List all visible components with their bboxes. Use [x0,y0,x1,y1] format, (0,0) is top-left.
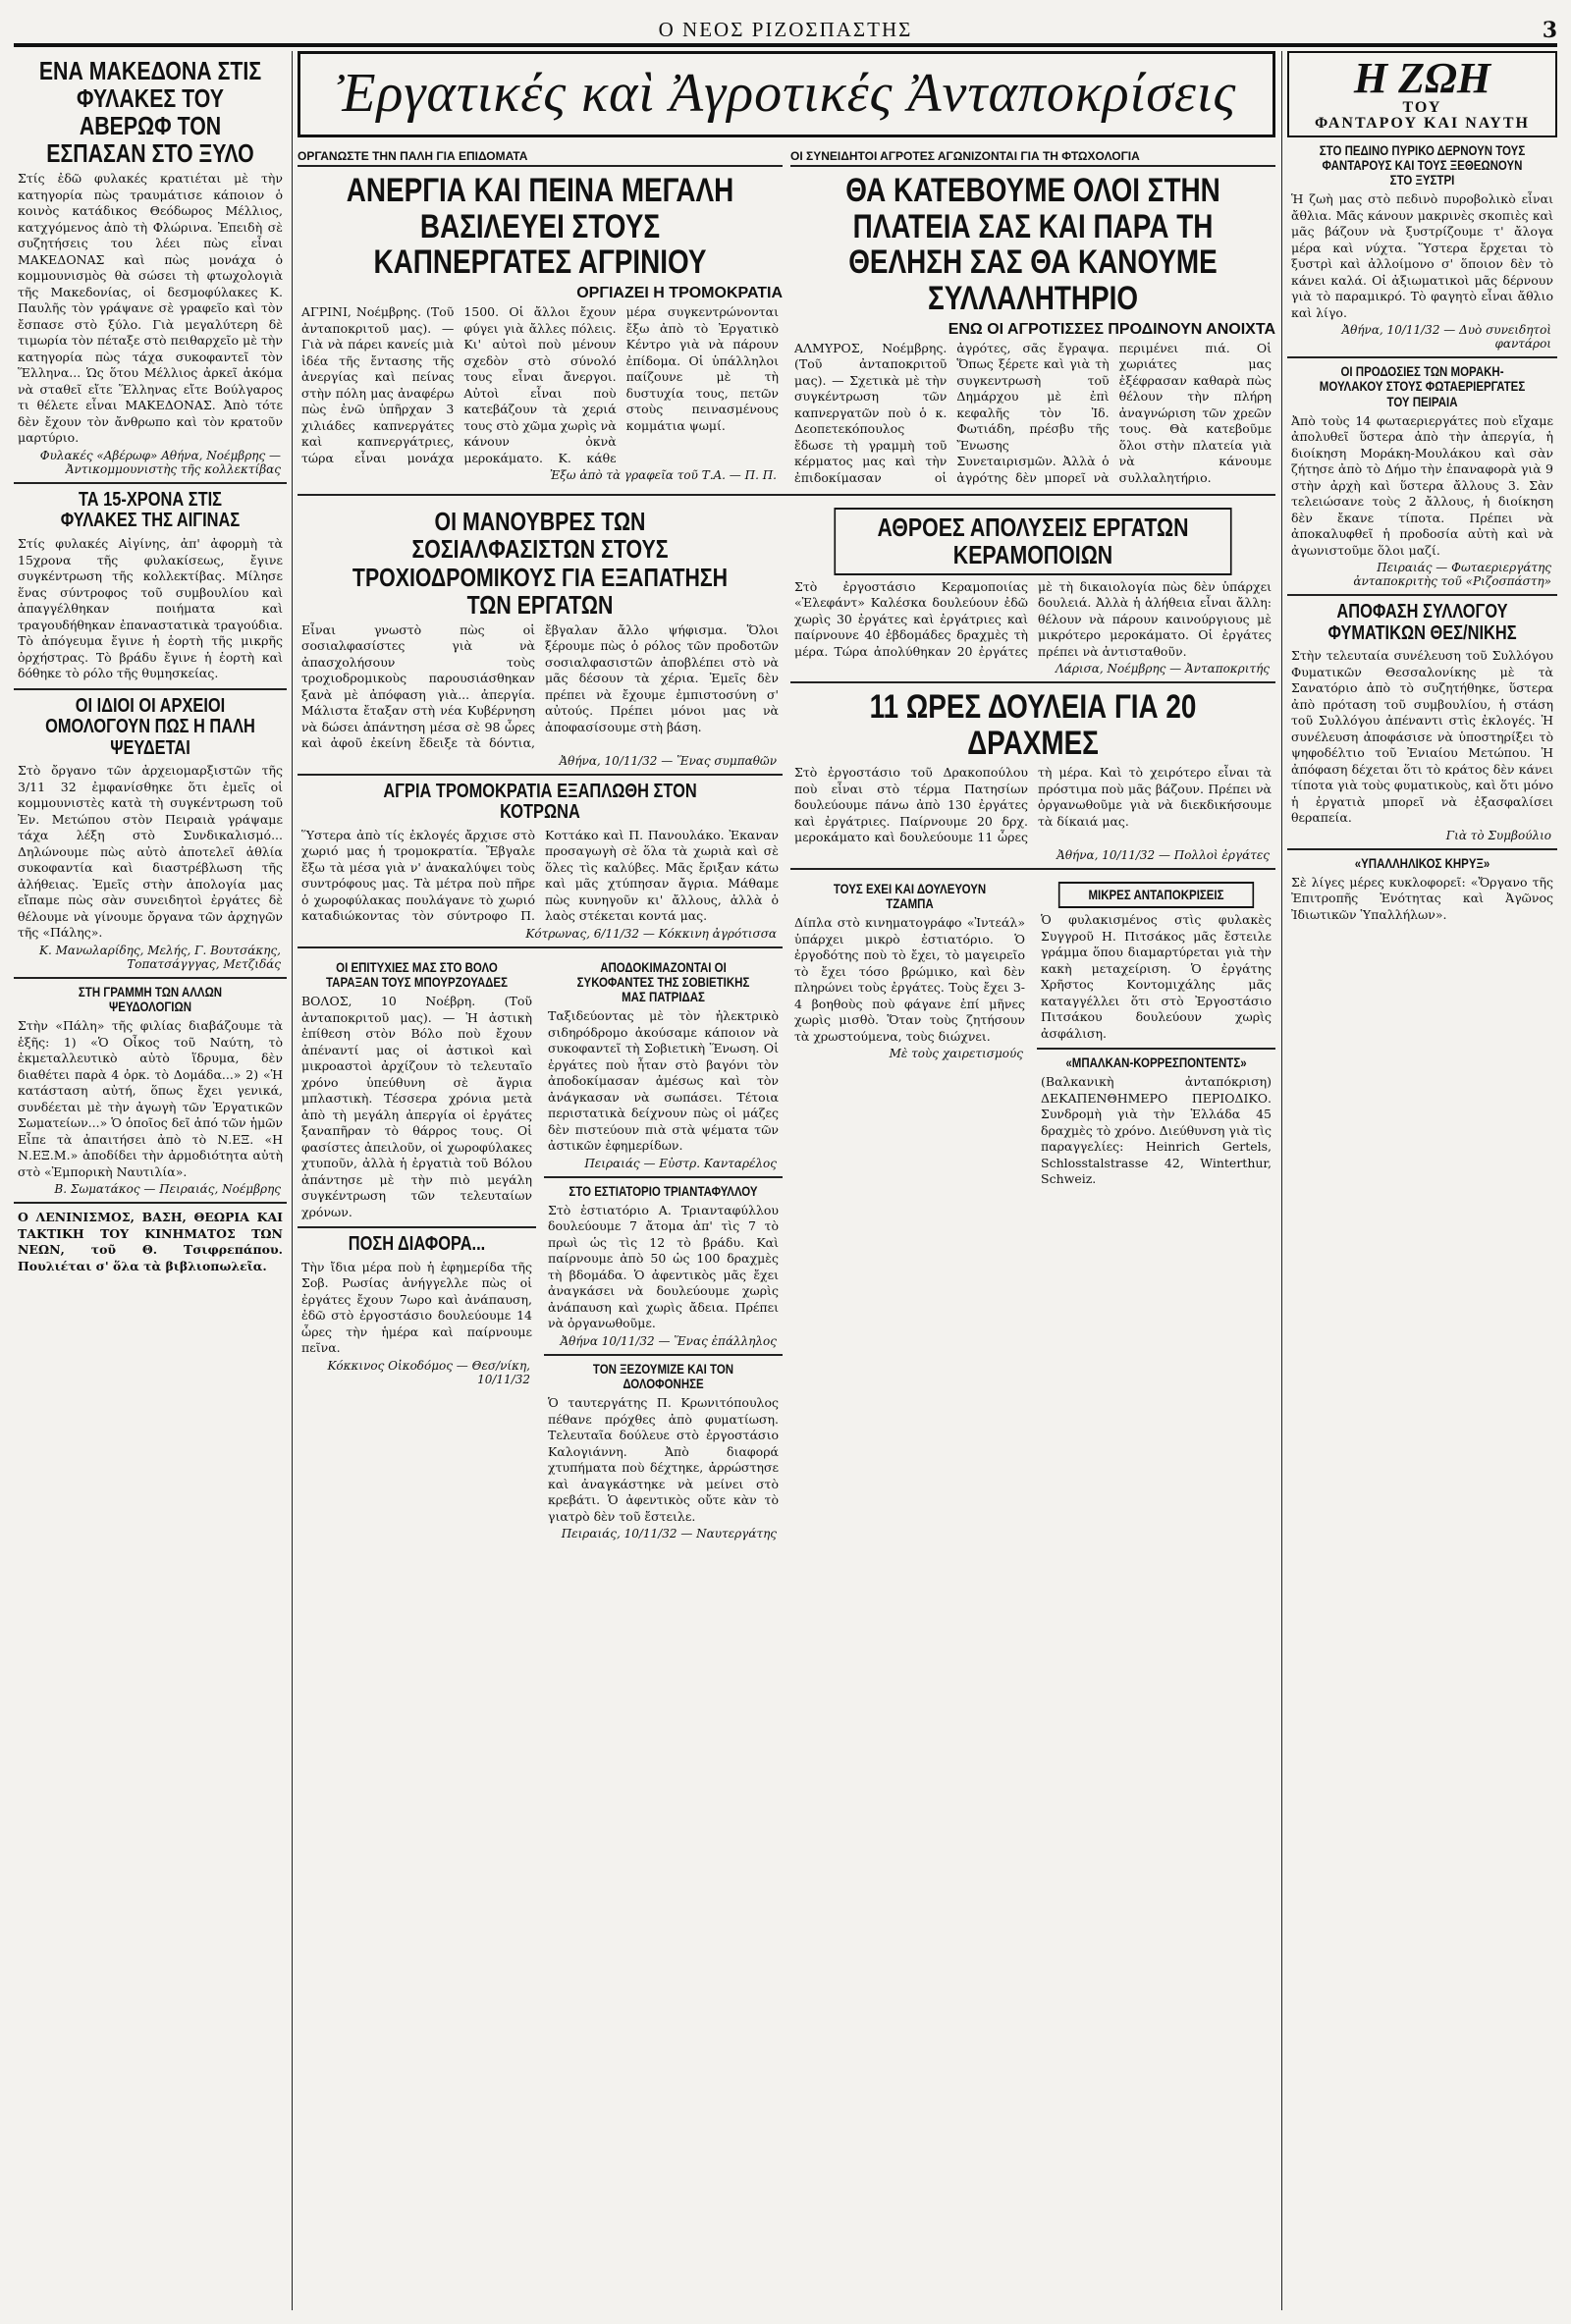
advert-leninismos: Ο ΛΕΝΙΝΙΣΜΟΣ, ΒΑΣΗ, ΘΕΩΡΙΑ ΚΑΙ ΤΑΚΤΙΚΗ ΤΟΥ ΚΙΝΗΜΑΤΟΣ ΤΩΝ ΝΕΩΝ, τοῦ Θ. Τσιφρεπάπου. Πουλιέται σ' ὅλα τὰ βιβλιοπωλεῖα. [18,1210,283,1273]
article-body: Ὁ φυλακισμένος στὶς φυλακὲς Συγγροῦ Η. Πιτσάκος μᾶς ἔστειλε γράμμα ὅπου διαμαρτύρεται γιὰ τὴν κακὴ μεταχείριση. Ὁ ἐργάτης Χρῆστος Κοντομιχάλης μᾶς καταγγέλλει ὅτι στὸ Ἐργοστάσιο Πιτσάκου δουλεύουν χωρὶς ἀσφάλιση. [1041,912,1272,1041]
article-title: ΜΙΚΡΕΣ ΑΝΤΑΠΟΚΡΙΣΕΙΣ [1058,882,1254,908]
article-tzampa [790,876,1029,1190]
article-signature: Ἀθήνα, 10/11/32 — Δυὸ συνειδητοὶ φαντάροι [1341,323,1551,351]
article-title: ΑΘΡΟΕΣ ΑΠΟΛΥΣΕΙΣ ΕΡΓΑΤΩΝ ΚΕΡΑΜΟΠΟΙΩΝ [834,508,1231,574]
advert-ypallilikos-kiryx [1287,856,1557,924]
article-signature: Κόκκινος Οἰκοδόμος — Θεσ/νίκη, 10/11/32 [327,1358,530,1386]
article-title: ΟΙ ΜΑΝΟΥΒΡΕΣ ΤΩΝ ΣΟΣΙΑΛΦΑΣΙΣΤΩΝ ΣΤΟΥΣ ΤΡΟΧΙΟΔΡΟΜΙΚΟΥΣ ΓΙΑ ΕΞΑΠΑΤΗΣΗ ΤΩΝ ΕΡΓΑΤΩΝ [352,507,729,620]
article-body: Στὴν τελευταία συνέλευση τοῦ Συλλόγου Φυματικῶν Θεσσαλονίκης μὲ τὰ Σανατόριο ἀπὸ τὸ συζητήθηκε, ὕστερα ἀπὸ πρόταση τοῦ συμβουλίου, ἡ στάση τοῦ Συλλόγου ἀπέναντι στὶς ἐκλογές. Ἡ συνέλευση ἀποφάσισε νὰ ὑποστηρίξει τὸ ψηφοδέλτιο τοῦ Ἐνιαίου Μετώπου. Ἡ ἀπόφαση δέχεται ὅτι τὸ κράτος δὲν κάνει τίποτα γιὰ τοὺς φυματικοὺς, καὶ ὅτι μόνο ἡ ἐργατιὰ μπορεῖ νὰ ἐξασφαλίσει θεραπεία. [1291,648,1553,826]
article-body: ΒΟΛΟΣ, 10 Νοέβρη. (Τοῦ ἀνταποκριτοῦ μας). — Ἡ ἀστικὴ ἐπίθεση στὸν Βόλο ποὺ ἔχουν ἀπέναντί μας οἱ ἀστικοὶ καὶ μικροαστοὶ ἀρχίζουν τὸ τελευταῖο χρόνο ὑπεύθυνη σὲ ἄγρια μπλαστικὴ. Τέσσερα χρόνια μετὰ ἀπὸ τὴ μεγάλη ἀπεργία οἱ ἐργάτες ξαναπῆραν τὸ θάρρος τους. Οἱ φασίστες ἀπειλοῦν, οἱ χωροφύλακες χτυποῦν, ἀλλὰ ἡ ἐργατιὰ τοῦ Βόλου ἀπάντησε μὲ τὴν πιὸ μεγάλη συγκέντρωση τῶν τελευταίων χρόνων. [301,994,532,1219]
article-body: ΑΓΡΙΝΙ, Νοέμβρης. (Τοῦ ἀνταποκριτοῦ μας). — Γιὰ νὰ πάρει κανείς μιὰ ἰδέα τῆς ἔντασης τῆς ἀνεργίας καὶ πείνας στὴν πόλη μας ἀναφέρω πὼς ἐνῶ ὑπῆρχαν 3 χιλιάδες καπνεργάτες καὶ καπνεργάτριες, τώρα εἶναι μονάχα 1500. Οἱ ἄλλοι ἔχουν φύγει γιὰ ἄλλες πόλεις. Κι' αὐτοὶ ποὺ μένουν σχεδὸν στὸ σύνολό τους εἶναι ἄνεργοι. Αὐτοὶ εἶναι ποὺ κατεβάζουν τὰ χεριά τους στὸ χῶμα χωρὶς νὰ κάνουν ὀκνὰ μεροκάματο. Κ. κάθε μέρα συγκεντρώνονται ἔξω ἀπὸ τὸ Ἐργατικὸ Κέντρο γιὰ νὰ πάρουν ἐπίδομα. Οἱ ὑπάλληλοι παίζουνε μὲ τὴ δυστυχία τους, πετῶν στοὺς πεινασμένους κομμάτια ψωμί. [301,304,779,465]
divider [544,1176,783,1178]
article-body: (Βαλκανικὴ ἀνταπόκριση) ΔΕΚΑΠΕΝΘΗΜΕΡΟ ΠΕΡΙΟΔΙΚΟ. Συνδρομὴ γιὰ τὴν Ἑλλάδα 45 δραχμὲς τὸ χρόνο. Διεύθυνση γιὰ τὶς παραγγελίες: Heinrich Gertels, Schlosstalstrasse 42, Winterthur, Schweiz. [1041,1074,1272,1187]
article-body: Ἀπὸ τοὺς 14 φωταεριεργάτες ποὺ εἴχαμε ἀπολυθεῖ ὕστερα ἀπὸ τὴν ἀπεργία, ἡ διοίκηση Μοράκη-Μουλάκου καὶ σὰν ζήτησε ἀπὸ τὸ Δήμο τὴν ἐπαναφορὰ γιὰ 9 στὴν ἀρχὴ καὶ ὕστερα ἄλλους 3. Σὰν τελειώσανε τοὺς 2 ἄλλους, ἡ διοίκηση δὲν ἔκανε τίποτα. Πρέπει νὰ ἀποκαλυφθεῖ ἡ προδοσία αὐτὴ καὶ νὰ ἀγωνιστοῦμε ὅλοι μαζί. [1291,412,1553,558]
article-kicker: ΟΙ ΣΥΝΕΙΔΗΤΟΙ ΑΓΡΟΤΕΣ ΑΓΩΝΙΖΟΝΤΑΙ ΓΙΑ ΤΗ ΦΤΩΧΟΛΟΓΙΑ [790,149,1275,167]
article-signature: Μὲ τοὺς χαιρετισμούς [889,1047,1023,1061]
article-body: Ὕστερα ἀπὸ τίς ἐκλογές ἄρχισε στὸ χωριό μας ἡ τρομοκρατία. Ἔβγαλε ἔξω τὰ μέσα γιὰ ν' ἀνακαλύψει τοὺς συντρόφους μας. Τὰ μέτρα ποὺ πῆρε ὁ χωροφύλακας πουλάγανε τὸ χωριό καταδιώκοντας τὸν σύντροφο Π. Κοττάκο καὶ Π. Πανουλάκο. Ἐκαναν προσαγωγὴ σὲ ὅλα τὰ χωριὰ καὶ σὲ ὅλες τὶς καλύβες. Μᾶς ἔριξαν κάτω καὶ μᾶς χτύπησαν ἄγρια. Μάθαμε πὼς κυνηγοῦν κι' ἄλλους, ἀλλὰ ὁ λαὸς στέκεται κοντά μας. [301,827,779,924]
article-agrinio [298,141,783,488]
article-body: Στίς φυλακές Αἰγίνης, ἀπ' ἀφορμὴ τὰ 15χρονα τῆς φυλακίσεως, ἔγινε συγκέντρωση τῆς κολλεκτίβας. Μίλησε ἕνας σύντροφος τοῦ συμβουλίου καὶ ἀπαγγέλθηκαν ποιήματα καὶ τραγουδήθηκαν ἐπαναστατικὰ τραγούδια. Τὸ ἀπόγευμα ἔγινε ἡ ἑορτὴ τῆς μικρῆς ὀρχήστρας. Τὸ βράδυ ἔγινε ἡ ἑορτὴ καὶ δόθηκε τὸ ρόλο τῆς θυμησκείας. [18,536,283,680]
row-2 [298,502,1275,1542]
article-fymatikoi [1287,602,1557,842]
article-sosialfasistes [298,508,783,767]
article-pseudologies [14,985,287,1196]
article-body: Δίπλα στὸ κινηματογράφο «Ἰντεάλ» ὑπάρχει μικρὸ ἐστιατόριο. Ὁ ἐργοδότης ποὺ τὸ ἔχει, τὸ μαγειρεῖο τὸ ἔχει τόσο βρώμικο, καὶ δὲν πληρώνει τοὺς ἐργάτες. Τοὺς ἔχει 3-4 βοηθοὺς ποὺ φάγανε ἐπί μῆνες χωρὶς μισθὸ. Ὅταν τοὺς ζητήσουν τὰ χρωστούμενα, τοὺς διώχνει. [794,915,1025,1044]
newspaper-name: Ο ΝΕΟΣ ΡΙΖΟΣΠΑΣΤΗΣ [658,18,913,41]
column-small-reports [1037,876,1275,1190]
article-title: ΠΟΣΗ ΔΙΑΦΟΡΑ... [348,1233,486,1256]
article-signature: Πειραιάς — Φωταεριεργάτης ἀνταποκριτὴς τοῦ «Ριζοσπάστη» [1353,561,1551,589]
article-body: Στὴν «Πάλη» τῆς φιλίας διαβάζουμε τὰ ἑξῆς: 1) «Ὁ Οἶκος τοῦ Ναύτη, τὸ ἐκμεταλλευτικὸ αὐτὸ ἵδρυμα, δὲν διαθέτει παρὰ 4 ὀρκ. τὸ Δομάδα...» 2) «Ἡ κατάσταση αὐτή, ὅπως ἔχει γενικά, συνδέεται μὲ τὴν ἀγωγὴ τῶν Ἐργατικῶν Σωματείων...» Ὁ ὁποῖος δεῖ ἀπό τῶν ἡμῶν Εἶπε τὰ ἀπαιτήσει ἀπὸ τὸ Ν.ΕΞ. «Η Ν.ΕΞ.Μ.» ἀποδίδει τὴν ἀρμοδιότητα αὐτὴ στὸ «Ἐμπορικὴ Ναυτιλία». [18,1018,283,1179]
article-keramopoioi [790,508,1275,676]
column-center-right [790,502,1275,1542]
divider [14,482,287,484]
article-body: Στίς ἐδῶ φυλακές κρατιέται μὲ τὴν κατηγορία πὼς τραυμάτισε κάποιον ὁ κοινὸς κατάδικος Θεόδωρος Μέλλιος, κατχγόμενος ἀπὸ τὴ Φλώρινα. Ἐπειδὴ σὲ συζητήσεις του λέει πὼς εἶναι ΜΑΚΕΔΟΝΑΣ καὶ πὼς μονάχα ὁ κομμουνισμὸς θὰ σώσει τὴ φτωχολογιὰ τῆς Μακεδονίας, οἱ δεσμοφύλακες Κ. Παυλῆς τὸν γράψανε σὲ γραφεῖο καὶ τὸν ἔσπασε στὸ ξύλο. Γιὰ μεγαλύτερη δὲ τιμωρία τὸν πέταξε στὸ πειθαρχεῖο μὲ τὴν κατηγορία πὼς τάχα συκοφαντεῖ τὸν Ἕλληνα... Ὡς ὅτου Μέλλιος ἀρκεῖ ἀκόμα νὰ σταθεῖ εἴτε Ἕλληνας εἴτε Βούλγαρος τι θέλετε εἶναι ΜΑΚΕΔΟΝΑΣ. Ἀπὸ τότε δὲν ἔχουν τὸν ἄνθρωπο καὶ τὸν κρατοῦν μαρτύριο. [18,171,283,446]
article-signature: Ἀθήνα, 10/11/32 — Πολλοὶ ἐργάτες [1056,847,1270,862]
divider [544,1354,783,1356]
article-title: ΤΟΝ ΞΕΖΟΥΜΙΖΕ ΚΑΙ ΤΟΝ ΔΟΛΟΦΟΝΗΣΕ [592,1360,734,1391]
divider [14,1202,287,1204]
divider [14,977,287,979]
article-signature: Ἀθήνα 10/11/32 — Ἕνας ἐπάλληλος [560,1333,777,1348]
article-signature: Λάρισα, Νοέμβρης — Ἀνταποκριτής [1056,662,1270,676]
article-signature: Ἀθήνα, 10/11/32 — Ἕνας συμπαθῶν [559,753,777,768]
sub-row [298,954,783,1542]
row-1 [298,141,1275,488]
article-byline: ΟΡΓΙΑΖΕΙ Η ΤΡΟΜΟΚΡΑΤΙΑ [576,285,783,302]
column-soviet [544,954,783,1542]
logo-title: Η ΖΩΗ [1353,54,1491,102]
article-signature: Ἐξω ἀπὸ τὰ γραφεῖα τοῦ Τ.Α. — Π. Π. [549,468,777,483]
article-title: «ΥΠΑΛΛΗΛΙΚΟΣ ΚΗΡΥΞ» [1354,854,1490,871]
divider [298,1226,536,1228]
logo-subtitle: ΦΑΝΤΑΡΟΥ ΚΑΙ ΝΑΥΤΗ [1315,115,1530,132]
divider [1287,356,1557,358]
right-column [1287,51,1557,2310]
zoi-fantarou-logo [1287,51,1557,137]
article-volos [298,954,536,1542]
article-moraki-moulakou [1287,364,1557,588]
article-title: ΣΤΗ ΓΡΑΜΜΗ ΤΩΝ ΑΛΛΩΝ ΨΕΥΔΟΛΟΓΙΩΝ [78,983,223,1014]
article-title: ΤΑ 15-ΧΡΟΝΑ ΣΤΙΣ ΦΥΛΑΚΕΣ ΤΗΣ ΑΙΓΙΝΑΣ [60,488,241,532]
article-signature: Φυλακές «Αβέρωφ» Αθήνα, Νοέμβρης — Ἀντικομμουνιστὴς τῆς κολλεκτίβας [39,448,281,476]
article-signature: Πειραιάς — Εὐστρ. Κανταρέλος [584,1156,777,1170]
article-pedino-pyriko [1287,143,1557,351]
column-divider [1281,51,1282,2310]
left-column [14,51,287,2310]
divider [1287,594,1557,596]
divider [298,946,783,948]
article-signature: Β. Σωματάκος — Πειραιάς, Νοέμβρης [54,1182,281,1196]
article-kotronas [298,782,783,941]
article-kicker: ΟΡΓΑΝΩΣΤΕ ΤΗΝ ΠΑΛΗ ΓΙΑ ΕΠΙΔΟΜΑΤΑ [298,149,783,167]
article-title: ΟΙ ΕΠΙΤΥΧΙΕΣ ΜΑΣ ΣΤΟ ΒΟΛΟ ΤΑΡΑΞΑΝ ΤΟΥΣ ΜΠΟΥΡΖΟΥΑΔΕΣ [326,958,508,990]
article-title: ΕΝΑ ΜΑΚΕΔΟΝΑ ΣΤΙΣ ΦΥΛΑΚΕΣ ΤΟΥ ΑΒΕΡΩΦ ΤΟΝ ΕΣΠΑΣΑΝ ΣΤΟ ΞΥΛΟ [38,56,262,169]
article-signature: Γιὰ τὸ Συμβούλιο [1445,828,1551,842]
article-aigina [14,490,287,682]
article-title: ΟΙ ΠΡΟΔΟΣΙΕΣ ΤΩΝ ΜΟΡΑΚΗ-ΜΟΥΛΑΚΟΥ ΣΤΟΥΣ ΦΩΤΑΕΡΙΕΡΓΑΤΕΣ ΤΟΥ ΠΕΙΡΑΙΑ [1319,363,1526,409]
article-body: Εἶναι γνωστὸ πὼς οἱ σοσιαλφασίστες γιὰ νὰ ἀπασχολήσουν τοὺς τροχιοδρομικοὺς παρουσιάσθηκαν ξανὰ μὲ ἀπόφαση γιὰ... ἀπεργία. Μάλιστα ἔταξαν στὴ νέα Κυβέρνηση νὰ δώσει ἀπάντηση μέσα σὲ 98 ὧρες καὶ ἀφοῦ ἐκείνη ἔδειξε τὰ δόντια, ἔβγαλαν ἄλλο ψήφισμα. Ὅλοι ξέρουμε πὼς ὁ ρόλος τῶν προδοτῶν σοσιαλφασιστῶν ἀποβλέπει στὸ νὰ μᾶς δέσουν τὰ χέρια. Ἐμεῖς δὲν πρέπει νὰ ἔχουμε ἐμπιστοσύνη σ' αὐτούς. Πρέπει μόνοι μας νὰ ἀποφασίσουμε στὴ βάση. [301,622,779,751]
article-body: Σὲ λίγες μέρες κυκλοφορεῖ: «Ὄργανο τῆς Ἐπιτροπῆς Ἑνότητας καὶ Ἀγῶνος Ἰδιωτικῶν Ὑπαλλήλων». [1291,874,1553,922]
divider [298,494,1275,496]
column-divider [292,51,293,2310]
article-title: ΟΙ ΙΔΙΟΙ ΟΙ ΑΡΧΕΙΟΙ ΟΜΟΛΟΓΟΥΝ ΠΩΣ Η ΠΑΛΗ ΨΕΥΔΕΤΑΙ [45,694,255,759]
divider [1037,1048,1275,1050]
article-11-ores [790,689,1275,862]
divider [14,688,287,690]
center-section [298,51,1275,2310]
section-banner: Ἐργατικές καὶ Ἀγροτικές Ἀνταποκρίσεις [298,51,1275,137]
article-title: ΑΝΕΡΓΙΑ ΚΑΙ ΠΕΙΝΑ ΜΕΓΑΛΗ ΒΑΣΙΛΕΥΕΙ ΣΤΟΥΣ ΚΑΠΝΕΡΓΑΤΕΣ ΑΓΡΙΝΙΟΥ [346,172,734,282]
article-signature: Πειραιάς, 10/11/32 — Ναυτεργάτης [561,1527,777,1541]
article-title: ΑΓΡΙΑ ΤΡΟΜΟΚΡΑΤΙΑ ΕΞΑΠΛΩΘΗ ΣΤΟΝ ΚΟΤΡΩΝΑ [383,780,697,824]
article-signature: Κότρωνας, 6/11/32 — Κόκκινη ἀγρότισσα [525,926,777,941]
article-archeioi [14,696,287,971]
article-almyros [790,141,1275,488]
article-body: Στὸ ἑστιατόριο Α. Τριανταφύλλου δουλεύουμε 7 ἄτομα ἀπ' τὶς 7 τὸ πρωὶ ὡς τὶς 12 τὸ βράδυ. Καὶ παίρνουμε ἀπὸ 50 ὡς 100 δραχμὲς τὴ βδομάδα. Ὁ ἀφεντικὸς μᾶς ἔχει ἀναγκάσει νὰ δουλεύουμε χωρὶς ἀνάπαυση καὶ χωρὶς ἄδεια. Πρέπει νὰ ὀργανωθοῦμε. [548,1202,779,1331]
article-title: ΣΤΟ ΕΣΤΙΑΤΟΡΙΟ ΤΡΙΑΝΤΑΦΥΛΛΟΥ [569,1182,758,1199]
divider [790,868,1275,870]
logo-mid: ΤΟΥ [1402,99,1442,116]
divider [1287,848,1557,850]
masthead [14,18,1557,47]
article-title: ΣΤΟ ΠΕΔΙΝΟ ΠΥΡΙΚΟ ΔΕΡΝΟΥΝ ΤΟΥΣ ΦΑΝΤΑΡΟΥΣ ΚΑΙ ΤΟΥΣ ΞΕΘΕΩΝΟΥΝ ΣΤΟ ΞΥΣΤΡΙ [1319,142,1526,189]
article-title: 11 ΩΡΕΣ ΔΟΥΛΕΙΑ ΓΙΑ 20 ΔΡΑΧΜΕΣ [869,688,1197,762]
article-body: Τὴν ἴδια μέρα ποὺ ἡ ἐφημερίδα τῆς Σοβ. Ρωσίας ἀνήγγελλε πὼς οἱ ἐργάτες ἔχουν 7ωρο καὶ ἀνάπαυση, ἐδῶ στὸ ἐργοστάσιο δουλεύουμε 14 ὧρες τὴν ἡμέρα καὶ παίρνουμε πεῖνα. [301,1259,532,1356]
article-title: ΑΠΟΦΑΣΗ ΣΥΛΛΟΓΟΥ ΦΥΜΑΤΙΚΩΝ ΘΕΣ/ΝΙΚΗΣ [1327,601,1517,644]
article-body: Στὸ ὄργανο τῶν ἀρχειομαρξιστῶν τῆς 3/11 32 ἐμφανίσθηκε ὅτι ἐμεῖς οἱ κομμουνιστὲς κατὰ τὴ συγκέντρωση τοῦ Ἐν. Μετώπου στὸν Πειραιὰ γράψαμε τάχα λέξη στὸ Συνδικαλισμό... Δηλώνουμε πὼς αὐτὸ ἀποτελεῖ ἀθλία συκοφαντία καὶ διαστρέβλωση τῆς ἀλήθειας. Ἐμεῖς στὴν ἀπολογία μας εἴπαμε πὼς σὰν συνειδητοὶ ἐργάτες δὲ θέλουμε νὰ γίνουμε ὄργανα τῶν ἀρχηγῶν τῆς «Πάλης». [18,763,283,941]
article-title: ΑΠΟΔΟΚΙΜΑΖΟΝΤΑΙ ΟΙ ΣΥΚΟΦΑΝΤΕΣ ΤΗΣ ΣΟΒΙΕΤΙΚΗΣ ΜΑΣ ΠΑΤΡΙΔΑΣ [576,958,750,1005]
article-body: Ἡ ζωὴ μας στὸ πεδινὸ πυροβολικὸ εἶναι ἄθλια. Μᾶς κάνουν μακρινὲς σκοπιὲς καὶ μᾶς βάζουν νὰ ξυστρίζουμε τ' ἄλογα μέρα καὶ νύχτα. Ὕστερα ἔρχεται τὸ ξυστρὶ καὶ ἀλλοίμονο σ' ὅποιον δὲν τὸ κάνει καλά. Οἱ ἀξιωματικοὶ μᾶς δέρνουν γιὰ τὸ παραμικρό. Τὸ φαγητὸ εἶναι ἄθλιο καὶ λίγο. [1291,191,1553,320]
article-body: Στὸ ἐργοστάσιο Κεραμοποιίας «Ἑλεφάντ» Καλέσκα δουλεύουν ἐδῶ χωρὶς 30 ἐργάτες καὶ ἐργάτριες καὶ παίρνουνε 40 ἑβδομάδες δραχμὲς τὴ μέρα. Τώρα ἀπολύθηκαν 20 ἐργάτες μὲ τὴ δικαιολογία πὼς δὲν ὑπάρχει δουλειά. Ἀλλὰ ἡ ἀλήθεια εἶναι ἄλλη: θέλουν νὰ πάρουν καινούργιους μὲ μικρότερο μεροκάματο. Οἱ ἐργάτες πρέπει νὰ ἀντισταθοῦν. [794,578,1272,659]
divider [790,681,1275,683]
article-body: Ὁ ταυτεργάτης Π. Κρωνιτόπουλος πέθανε πρόχθες ἀπὸ φυματίωση. Τελευταῖα δούλευε στὸ ἐργοστάσιο Καλογιάννη. Ἀπὸ διαφορά χτυπήματα ποὺ δέχτηκε, ἀρρώστησε καὶ ἀναγκάστηκε νὰ μείνει στὸ κρεβάτι. Ὁ ἀφεντικὸς οὔτε κὰν τὸ γιατρὸ δὲν τοῦ ἔστειλε. [548,1395,779,1524]
article-title: ΤΟΥΣ ΕΧΕΙ ΚΑΙ ΔΟΥΛΕΥΟΥΝ ΤΖΑΜΠΑ [833,880,987,912]
article-body: ΑΛΜΥΡΟΣ, Νοέμβρης. (Τοῦ ἀνταποκριτοῦ μας). — Σχετικὰ μὲ τὴν συγκέντρωση τῶν καπνεργατῶν ποὺ ὁ κ. Δεοπετεκόπουλος ἔδωσε τὴ γραμμὴ τοῦ κέρματος μας καὶ τὴν ἐπιδοκίμασαν οἱ ἀγρότες, σᾶς ἔγραψα. Ὅπως ξέρετε καὶ γιὰ τὴ συγκεντρωσὴ τοῦ Δημάρχου μὲ ἐπὶ κεφαλῆς τὸν Ἰδ. Φωτιάδη, πρέσβυ τῆς Ἔνωσης Συνεταιρισμῶν. Ἀλλὰ ὁ ἀγρότης δὲν μπορεῖ νὰ περιμένει πιά. Οἱ χωριάτες μας ἐξέφρασαν καθαρὰ πὼς θέλουν τὴν πλήρη ἀναγνώριση τῶν χρεῶν τους. Θὰ κατεβοῦμε ὅλοι στὴν πλατεία γιὰ νὰ κάνουμε συλλαλητήριο. [794,340,1272,485]
article-makedonas [14,57,287,476]
article-byline: ΕΝΩ ΟΙ ΑΓΡΟΤΙΣΣΕΣ ΠΡΟΔΙΝΟΥΝ ΑΝΟΙΧΤΑ [948,320,1275,338]
page-number: 3 [1542,18,1557,43]
divider [298,774,783,776]
article-body: Στὸ ἐργοστάσιο τοῦ Δρακοπούλου ποὺ εἶναι στὸ τέρμα Πατησίων δουλεύουμε πάνω ἀπὸ 130 ἐργάτες καὶ ἐργάτριες. Παίρνουμε 20 δρχ. μεροκάματο καὶ δουλεύουμε 11 ὧρες τὴ μέρα. Καὶ τὸ χειρότερο εἶναι τὰ πρόστιμα ποὺ μᾶς βάζουν. Πρέπει νὰ ὀργανωθοῦμε γιὰ νὰ διεκδικήσουμε τὰ δίκαιά μας. [794,765,1272,845]
article-title: «ΜΠΑΛΚΑΝ-ΚΟΡΡΕΣΠΟΝΤΕΝΤΣ» [1065,1054,1247,1071]
article-body: Ταξιδεύοντας μὲ τὸν ἠλεκτρικὸ σιδηρόδρομο ἀκούσαμε κάποιον νὰ συκοφαντεῖ τὴ Σοβιετικὴ Ἕνωση. Οἱ ἐργάτες ποὺ ἦταν στὸ βαγόνι τὸν ἀποδοκίμασαν ἀμέσως καὶ τὸν ἀνάγκασαν νὰ σωπάσει. Τέτοια περιστατικὰ δείχνουν πὼς οἱ μάζες δὲν πιστεύουν πιὰ στὰ ψέματα τῶν ἀστικῶν ἐφημερίδων. [548,1008,779,1154]
article-title: ΘΑ ΚΑΤΕΒΟΥΜΕ ΟΛΟΙ ΣΤΗΝ ΠΛΑΤΕΙΑ ΣΑΣ ΚΑΙ ΠΑΡΑ ΤΗ ΘΕΛΗΣΗ ΣΑΣ ΘΑ ΚΑΝΟΥΜΕ ΣΥΛΛΑΛΗΤΗΡΙΟ [845,172,1220,318]
sub-row [790,876,1275,1190]
column-center-left [298,502,783,1542]
article-signature: Κ. Μανωλαρίδης, Μελής, Γ. Βουτσάκης, Τοπατσάγγγας, Μετζιδάς [39,943,281,971]
